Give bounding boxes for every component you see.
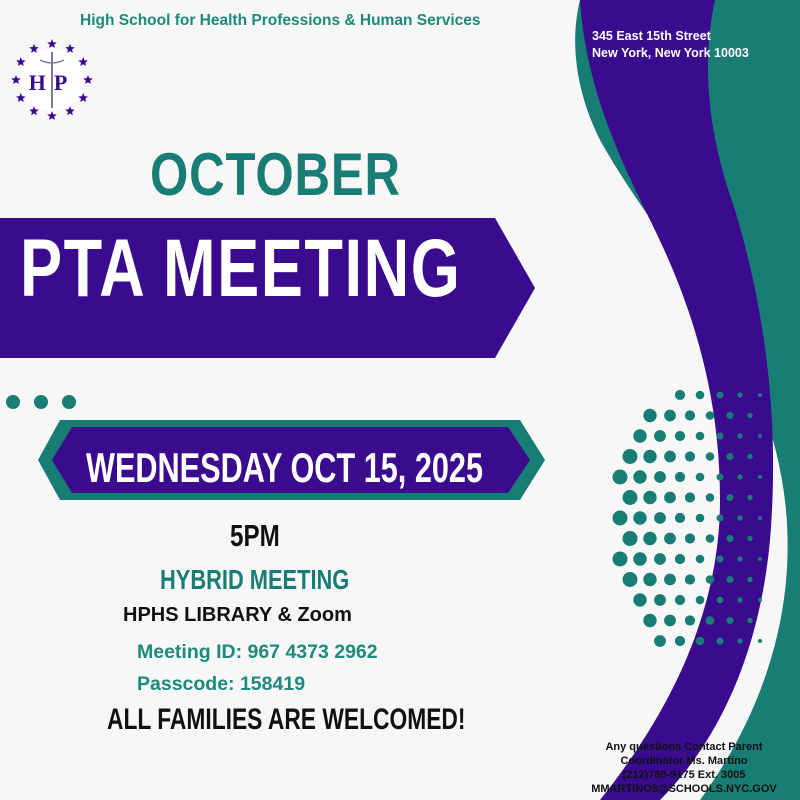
logo-star-icon (65, 44, 75, 53)
halftone-dot (717, 597, 724, 604)
halftone-dot (737, 638, 742, 643)
halftone-dot (737, 474, 742, 479)
halftone-dot (633, 429, 646, 442)
halftone-dot (675, 554, 685, 564)
halftone-dot (727, 576, 734, 583)
halftone-dot (747, 413, 752, 418)
halftone-dot (685, 615, 695, 625)
zoom-passcode: Passcode: 158419 (137, 673, 306, 695)
contact-line-4: MMARTINO8@SCHOOLS.NYC.GOV (591, 783, 777, 795)
halftone-dot (675, 390, 685, 400)
halftone-dot (623, 490, 638, 505)
halftone-dot (664, 492, 676, 504)
halftone-dot (675, 636, 685, 646)
halftone-dot (664, 574, 676, 586)
halftone-dot (623, 572, 638, 587)
halftone-dot (664, 615, 676, 627)
halftone-dot (758, 434, 762, 438)
halftone-dot (654, 471, 666, 483)
halftone-dot (664, 533, 676, 545)
event-location: HPHS LIBRARY & Zoom (123, 604, 352, 626)
halftone-dot (675, 431, 685, 441)
halftone-dot (685, 492, 695, 502)
halftone-dot (758, 516, 762, 520)
title-main: PTA MEETING (20, 223, 462, 314)
address-line-2: New York, New York 10003 (592, 46, 749, 60)
halftone-dot (685, 451, 695, 461)
halftone-dot (706, 411, 715, 420)
halftone-dot (717, 474, 724, 481)
halftone-dot (758, 557, 762, 561)
contact-line-1: Any questions Contact Parent (605, 741, 763, 753)
halftone-dot (717, 433, 724, 440)
halftone-dot (737, 597, 742, 602)
halftone-dot (664, 451, 676, 463)
address-line-1: 345 East 15th Street (592, 29, 711, 43)
halftone-dot (747, 618, 752, 623)
halftone-dot (613, 470, 628, 485)
halftone-dot (654, 594, 666, 606)
halftone-dot (696, 432, 705, 441)
halftone-dot (654, 430, 666, 442)
halftone-dot (758, 475, 762, 479)
logo-star-icon (47, 111, 57, 120)
halftone-dot (633, 552, 646, 565)
halftone-dot (727, 617, 734, 624)
halftone-dot (654, 512, 666, 524)
halftone-dot (613, 511, 628, 526)
halftone-dot (717, 392, 724, 399)
halftone-dot (654, 635, 666, 647)
halftone-dot (747, 536, 752, 541)
event-time: 5PM (230, 518, 280, 553)
halftone-dot (758, 639, 762, 643)
halftone-dot (696, 637, 705, 646)
contact-info (580, 740, 788, 796)
school-logo (10, 38, 94, 122)
logo-star-icon (83, 75, 93, 84)
halftone-dot (747, 577, 752, 582)
halftone-dot (685, 533, 695, 543)
halftone-dot (696, 555, 705, 564)
event-format: HYBRID MEETING (160, 564, 350, 595)
title-month: OCTOBER (150, 141, 401, 208)
halftone-dot (727, 412, 734, 419)
halftone-dot (623, 449, 638, 464)
halftone-dot (696, 473, 705, 482)
logo-star-icon (11, 75, 21, 84)
halftone-dot (643, 450, 656, 463)
halftone-dot (643, 491, 656, 504)
halftone-dot (758, 393, 762, 397)
logo-letters: HP (28, 70, 76, 95)
zoom-meeting-id: Meeting ID: 967 4373 2962 (137, 641, 378, 663)
halftone-dot (706, 575, 715, 584)
halftone-dot (696, 514, 705, 523)
halftone-dot (717, 556, 724, 563)
halftone-dot (696, 596, 705, 605)
halftone-dot (706, 452, 715, 461)
contact-line-3: (212)780-9175 Ext. 3005 (622, 769, 746, 781)
halftone-dot (643, 614, 656, 627)
halftone-dot (727, 494, 734, 501)
school-address (592, 28, 749, 62)
halftone-dot (633, 593, 646, 606)
event-date: WEDNESDAY OCT 15, 2025 (86, 444, 484, 491)
logo-star-icon (47, 39, 57, 48)
contact-line-2: Coordinator Ms. Martino (620, 755, 748, 767)
halftone-dot (643, 532, 656, 545)
halftone-dot (706, 493, 715, 502)
halftone-dot (685, 410, 695, 420)
halftone-dot (737, 515, 742, 520)
halftone-dot (717, 638, 724, 645)
halftone-dot (727, 453, 734, 460)
halftone-dot (737, 392, 742, 397)
halftone-dot (675, 513, 685, 523)
halftone-dot (747, 495, 752, 500)
halftone-dot (717, 515, 724, 522)
halftone-dot (706, 534, 715, 543)
halftone-dot (747, 454, 752, 459)
halftone-dot (643, 409, 656, 422)
halftone-dot (727, 535, 734, 542)
halftone-dot (675, 595, 685, 605)
halftone-dot (664, 410, 676, 422)
halftone-dot (696, 391, 705, 400)
welcome-message: ALL FAMILIES ARE WELCOMED! (107, 703, 466, 736)
halftone-dot (737, 433, 742, 438)
halftone-dot (758, 598, 762, 602)
halftone-dot (737, 556, 742, 561)
halftone-dot (623, 531, 638, 546)
halftone-dot (685, 574, 695, 584)
halftone-dot (643, 573, 656, 586)
logo-star-icon (29, 44, 39, 53)
school-name: High School for Health Professions & Human Services (80, 12, 481, 29)
halftone-dot (633, 511, 646, 524)
halftone-dot (613, 552, 628, 567)
three-dots-decoration (6, 395, 76, 409)
halftone-dot (654, 553, 666, 565)
halftone-dot (706, 616, 715, 625)
halftone-dot (675, 472, 685, 482)
halftone-dot (633, 470, 646, 483)
